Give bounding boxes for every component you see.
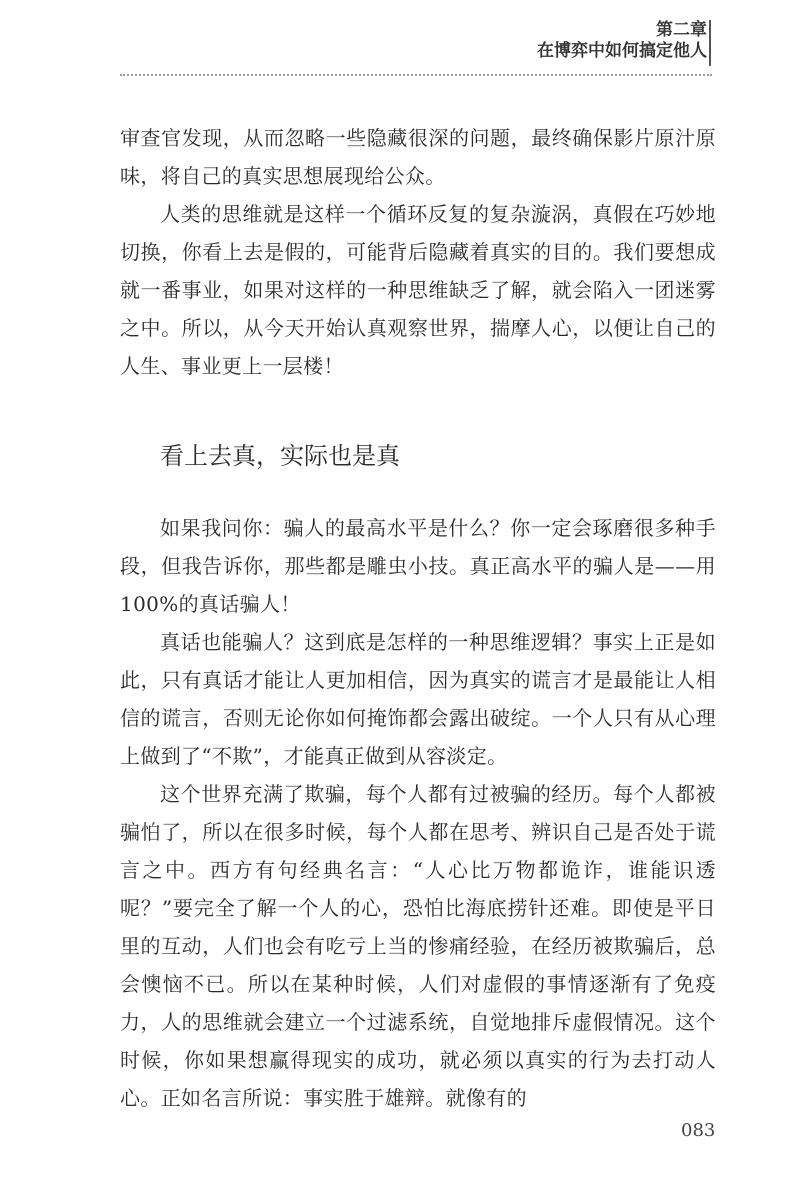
- section-heading: 看上去真，实际也是真: [160, 442, 400, 470]
- page-number: 083: [681, 1120, 716, 1141]
- paragraph: 人类的思维就是这样一个循环反复的复杂漩涡，真假在巧妙地切换，你看上去是假的，可能背后隐藏着真实的目的。我们要想成就一番事业，如果对这样的一种思维缺乏了解，就会陷入一团迷雾之中。所以，从今天开始认真观察世界，揣摩人心，以便让自己的人生、事业更上一层楼！: [120, 202, 716, 378]
- running-header: [537, 20, 707, 62]
- header-vertical-rule: [709, 20, 711, 66]
- paragraph: 真话也能骗人？这到底是怎样的一种思维逻辑？事实上正是如此，只有真话才能让人更加相信，因为真实的谎言才是最能让人相信的谎言，否则无论你如何掩饰都会露出破绽。一个人只有从心理上做到了“不欺”，才能真正做到从容淡定。: [120, 630, 716, 768]
- paragraph: 这个世界充满了欺骗，每个人都有过被骗的经历。每个人都被骗怕了，所以在很多时候，每个人都在思考、辨识自己是否处于谎言之中。西方有句经典名言：“人心比万物都诡诈，谁能识透呢？”要完全了解一个人的心，恐怕比海底捞针还难。即使是平日里的互动，人们也会有吃亏上当的惨痛经验，在经历被欺骗后，总会懊恼不已。所以在某种时候，人们对虚假的事情逐渐有了免疫力，人的思维就会建立一个过滤系统，自觉地排斥虚假情况。这个时候，你如果想赢得现实的成功，就必须以真实的行为去打动人心。正如名言所说：事实胜于雄辩。就像有的: [120, 782, 716, 1110]
- chapter-label: 第二章: [656, 20, 707, 40]
- header-dotted-rule: [120, 74, 712, 76]
- chapter-subtitle: 在博弈中如何搞定他人: [537, 41, 707, 61]
- text-block-1: [120, 119, 716, 385]
- paragraph-continuation: 审查官发现，从而忽略一些隐藏很深的问题，最终确保影片原汁原味，将自己的真实思想展现给公众。: [120, 126, 716, 188]
- paragraph: 如果我问你：骗人的最高水平是什么？你一定会琢磨很多种手段，但我告诉你，那些都是雕虫小技。真正高水平的骗人是——用100%的真话骗人！: [120, 516, 716, 616]
- text-block-2: [120, 509, 716, 1117]
